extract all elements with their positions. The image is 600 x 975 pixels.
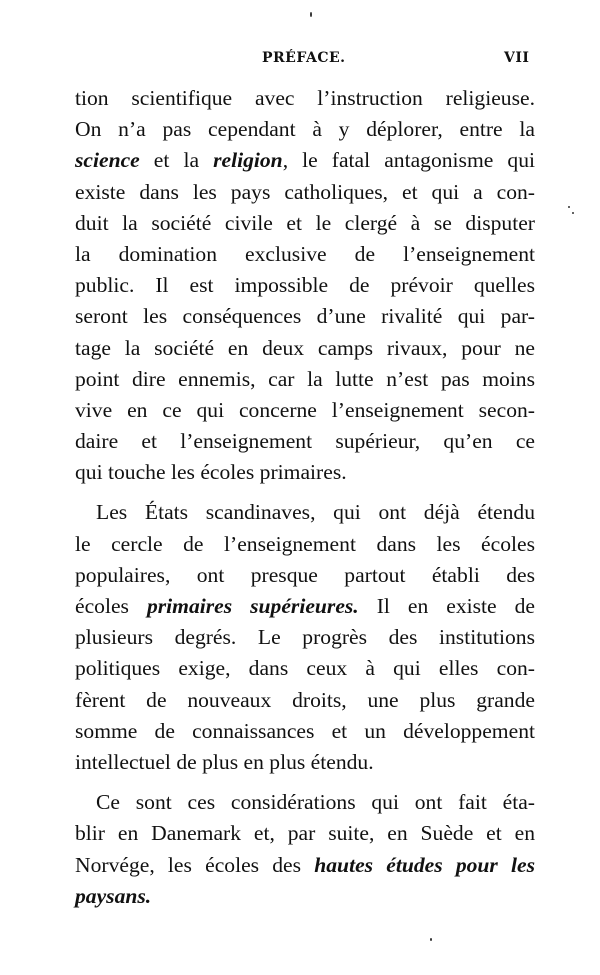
- print-speck: [310, 12, 312, 17]
- text-run: qui touche les écoles primaires.: [75, 460, 347, 485]
- text-line: [75, 364, 535, 395]
- text-run: , le fatal antagonisme qui: [282, 148, 535, 173]
- text-run: Ce sont ces considérations qui ont fait éta-: [96, 790, 535, 815]
- text-run: tion scientifique avec l’instruction religieuse.: [75, 86, 535, 110]
- text-line: [75, 177, 535, 208]
- print-speck: [568, 206, 570, 208]
- text-line: [75, 685, 535, 716]
- text-line: [75, 818, 535, 849]
- paragraph: [75, 83, 535, 488]
- text-line: [75, 395, 535, 426]
- text-line: [75, 747, 535, 778]
- italic-text: science: [75, 148, 140, 173]
- text-line: [75, 850, 535, 881]
- text-run: tage la société en deux camps rivaux, pour ne: [75, 335, 535, 360]
- text-run: intellectuel de plus en plus étendu.: [75, 749, 374, 774]
- text-run: public. Il est impossible de prévoir quelles: [75, 273, 535, 298]
- text-line: [75, 881, 535, 912]
- text-line: [75, 239, 535, 270]
- running-title: PRÉFACE.: [262, 50, 346, 66]
- paragraph-gap: [75, 488, 535, 497]
- text-line: [75, 208, 535, 239]
- text-line: [75, 653, 535, 684]
- print-speck: [430, 938, 432, 941]
- paragraph-gap: [75, 778, 535, 787]
- text-line: [75, 145, 535, 176]
- body-text: [75, 83, 535, 912]
- text-line: [75, 333, 535, 364]
- text-line: [75, 787, 535, 818]
- text-line: [75, 716, 535, 747]
- italic-text: religion: [213, 148, 283, 173]
- text-run: Les États scandinaves, qui ont déjà étendu: [96, 500, 535, 525]
- text-run: populaires, ont presque partout établi des: [75, 562, 535, 587]
- text-run: seront les conséquences d’une rivalité qui par-: [75, 304, 535, 329]
- text-run: point dire ennemis, car la lutte n’est pas moins: [75, 366, 535, 391]
- text-line: [75, 591, 535, 622]
- italic-text: primaires supérieures.: [146, 594, 359, 618]
- text-line: [75, 426, 535, 457]
- text-run: et la: [139, 148, 214, 173]
- print-speck: [572, 212, 574, 214]
- text-line: [75, 270, 535, 301]
- paragraph: [75, 497, 535, 778]
- text-run: la domination exclusive de l’enseignement: [75, 241, 535, 266]
- text-run: fèrent de nouveaux droits, une plus grande: [75, 687, 535, 712]
- text-line: [75, 622, 535, 653]
- text-run: blir en Danemark et, par suite, en Suède et en: [75, 821, 535, 846]
- italic-text: paysans.: [75, 883, 152, 908]
- page-header: [0, 50, 600, 72]
- text-run: politiques exige, dans ceux à qui elles con-: [75, 656, 535, 681]
- text-run: daire et l’enseignement supérieur, qu’en ce: [75, 429, 535, 454]
- text-line: [75, 83, 535, 114]
- text-run: le cercle de l’enseignement dans les écoles: [75, 531, 535, 556]
- text-line: [75, 457, 535, 488]
- text-run: somme de connaissances et un développement: [75, 718, 535, 743]
- paragraph: [75, 787, 535, 912]
- text-line: [75, 114, 535, 145]
- text-run: plusieurs degrés. Le progrès des institutions: [75, 625, 535, 650]
- text-run: existe dans les pays catholiques, et qui a con-: [75, 179, 535, 204]
- text-run: Il en existe de: [358, 594, 535, 618]
- text-run: duit la société civile et le clergé à se disputer: [75, 210, 535, 235]
- text-run: On n’a pas cependant à y déplorer, entre la: [75, 117, 535, 142]
- text-line: [75, 301, 535, 332]
- text-run: Norvége, les écoles des: [75, 852, 315, 877]
- text-line: [75, 497, 535, 528]
- italic-text: hautes études pour les: [314, 852, 536, 877]
- text-line: [75, 560, 535, 591]
- page-number: VII: [504, 50, 530, 66]
- text-line: [75, 529, 535, 560]
- text-run: vive en ce qui concerne l’enseignement secon-: [75, 397, 535, 422]
- text-run: écoles: [75, 594, 147, 618]
